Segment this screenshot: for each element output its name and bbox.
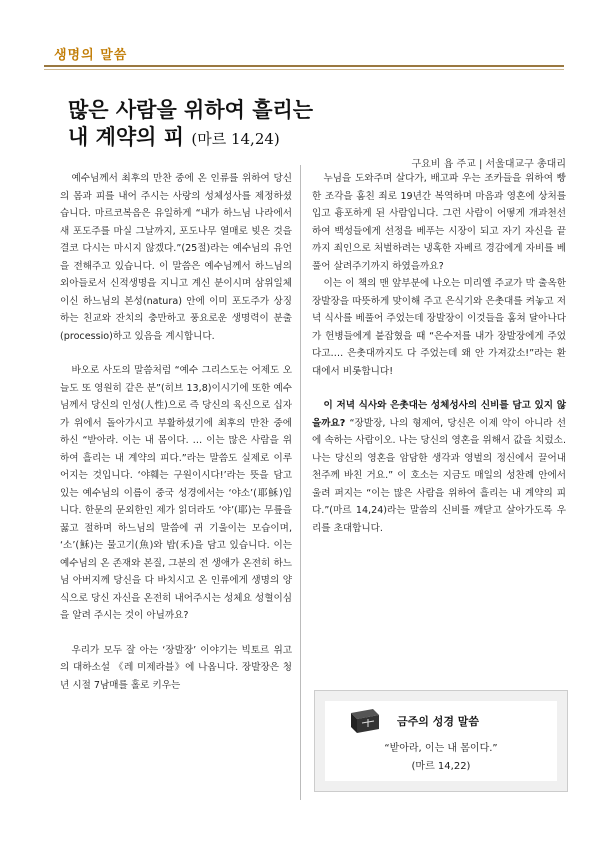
section-header xyxy=(44,40,564,66)
weekly-box-reference: (마르 14,22) xyxy=(411,761,471,772)
section-label: 생명의 말씀 xyxy=(54,48,128,63)
paragraph xyxy=(312,397,566,537)
highlight-text: 이 저녁 식사와 은촛대는 성체성사의 신비를 담고 있지 않을까요? xyxy=(312,400,566,429)
column-divider xyxy=(300,165,301,800)
author-byline: 구요비 욥 주교 | 서울대교구 총대리 xyxy=(411,159,566,170)
paragraph: 이는 이 책의 맨 앞부분에 나오는 미리엘 주교가 막 출옥한 장발장을 따뜻하게 맞이해 주고 은식기와 은촛대를 켜놓고 저녁 식사를 베풀어 주었는데 장발장이 이것들을 훔쳐 달아나다가 헌병들에게 붙잡혔을 때 “은수저를 내가 장발장에게 주었다고…. 은촛대까지도 다 주었는데 왜 안 가져갔소!”라는 환대에서 비롯합니다! xyxy=(312,278,566,377)
article-title xyxy=(68,96,313,153)
paragraph-text: “장발장, 나의 형제여, 당신은 이제 악이 아니라 선에 속하는 사람이오. 나는 당신의 영혼을 위해서 값을 치렀소. 나는 당신의 영혼을 암담한 생각과 영벌의 정신에서 끌어내 천주께 바친 거요.” 이 호소는 지금도 매일의 성찬례 안에서 울려 퍼지는 “이는 많은 사람을 위하여 흘리는 내 계약의 피다.”(마르 14,24)라는 말씀의 신비를 깨닫고 살아가도록 우리를 초대합니다. xyxy=(312,417,566,534)
paragraph: 예수님께서 최후의 만찬 중에 온 인류를 위하여 당신의 몸과 피를 내어 주시는 사랑의 성체성사를 제정하셨습니다. 마르코복음은 유일하게 “내가 하느님 나라에서 새 포도주를 마실 그날까지, 포도나무 열매로 빚은 것을 결코 다시는 마시지 않겠다.”(25절)라는 예수님의 유언을 전해주고 있습니다. 이 말씀은 예수님께서 하느님의 외아들로서 신적생명을 지니고 계신 분이시며 삼위일체이신 하느님의 본성(natura) 안에 이미 포도주가 상징하는 친교와 잔치의 충만하고 풍요로운 생명력이 분출(processio)하고 있음을 계시합니다. xyxy=(60,173,292,342)
title-line-2 xyxy=(68,123,313,153)
title-reference: (마르 14,24) xyxy=(191,130,280,148)
right-column xyxy=(312,170,566,537)
weekly-box-title: 금주의 성경 말씀 xyxy=(397,715,480,728)
left-column xyxy=(60,170,292,694)
paragraph: 우리가 모두 잘 아는 ‘장발장’ 이야기는 빅토르 위고의 대하소설 《레 미제라블》에 나옵니다. 장발장은 청년 시절 7남매를 홀로 키우는 xyxy=(60,644,292,691)
header-rule xyxy=(44,65,564,67)
paragraph: 누님을 도와주며 살다가, 배고파 우는 조카들을 위하여 빵 한 조각을 훔친 죄로 19년간 복역하며 마음과 영혼에 상처를 입고 흉포하게 된 사람입니다. 그런 사람이 어떻게 개과천선하여 백성들에게 선정을 베푸는 시장이 되고 자기 자신을 끝까지 죄인으로 처벌하려는 냉혹한 자베르 경감에게 자비를 베풀어 살려주기까지 하였을까요? xyxy=(312,173,566,272)
header-rule-thin xyxy=(44,69,564,70)
weekly-scripture-box xyxy=(314,690,568,792)
paragraph: 바오로 사도의 말씀처럼 “예수 그리스도는 어제도 오늘도 또 영원히 같은 분”(히브 13,8)이시기에 또한 예수님께서 당신의 인성(人性)으로 즉 당신의 육신으로 십자가 위에서 돌아가시고 부활하셨기에 최후의 만찬 중에 하신 “받아라. 이는 내 몸이다. … 이는 많은 사람을 위하여 흘리는 내 계약의 피다.”라는 말씀도 실제로 이루어지는 것입니다. ‘야훼는 구원이시다!’라는 뜻을 담고 있는 예수님의 이름이 중국 성경에서는 ‘야소’(耶穌)입니다. 한문의 문외한인 제가 읽더라도 ‘야’(耶)는 무릎을 꿇고 절하며 하느님의 말씀에 귀 기울이는 모습이며, ‘소’(穌)는 물고기(魚)와 밥(禾)을 담고 있습니다. 이는 예수님의 온 존재와 본질, 그분의 전 생애가 온전히 하느님 아버지께 당신을 다 바치시고 온 인류에게 생명의 양식으로 당신 자신을 온전히 내어주시는 성체요 성혈이심을 알려 주시는 것이 아닐까요? xyxy=(60,365,292,621)
weekly-box-quote: “받아라, 이는 내 몸이다.” xyxy=(384,743,498,754)
weekly-scripture-inner xyxy=(325,701,557,781)
bible-icon xyxy=(347,707,381,735)
title-line-1: 많은 사람을 위하여 흘리는 xyxy=(68,97,314,122)
title-line-2-text: 내 계약의 피 xyxy=(68,124,185,149)
